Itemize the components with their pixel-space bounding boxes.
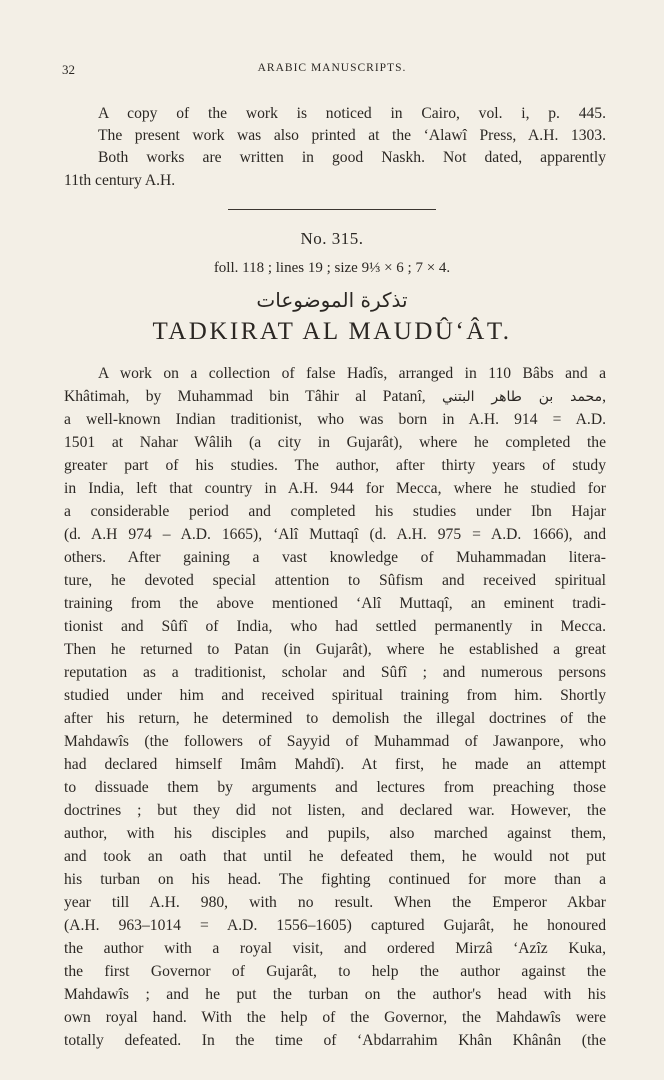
previous-entry-line: A copy of the work is noticed in Cairo, vol. i, p. 445. <box>98 105 606 122</box>
entry-number: No. 315. <box>300 229 364 248</box>
section-divider <box>228 209 436 210</box>
body-line: greater part of his studies. The author, after thirty years of study <box>64 457 606 474</box>
entry-collation: foll. 118 ; lines 19 ; size 9⅓ × 6 ; 7 × 4. <box>213 260 451 276</box>
body-line: tionist and Sûfî of India, who had settled permanently in Mecca. <box>64 618 606 635</box>
body-line: after his return, he determined to demolish the illegal doctrines of the <box>64 710 606 727</box>
body-line: a well-known Indian traditionist, who was born in A.H. 914 = A.D. <box>64 411 606 428</box>
body-line-text: Khâtimah, by Muhammad bin Tâhir al Patanî, <box>64 388 426 405</box>
entry-title: TADKIRAT AL MAUDÛ‘ÂT. <box>152 318 512 345</box>
running-head <box>62 62 602 82</box>
body-line: the first Governor of Gujarât, to help the author against the <box>64 963 606 980</box>
body-line: totally defeated. In the time of ‘Abdarrahim Khân Khânân (the <box>64 1032 606 1049</box>
running-title: ARABIC MANUSCRIPTS. <box>257 62 407 74</box>
body-line: Khâtimah, by Muhammad bin Tâhir al Patanî, محمد بن طاهر البتني, <box>64 388 607 405</box>
body-line: A work on a collection of false Hadîs, arranged in 110 Bâbs and a <box>98 365 606 382</box>
body-line: 1501 at Nahar Wâlih (a city in Gujarât), where he completed the <box>64 434 606 451</box>
body-line: year till A.H. 980, with no result. When the Emperor Akbar <box>64 894 606 911</box>
body-line: Then he returned to Patan (in Gujarât), where he established a great <box>64 641 606 658</box>
body-line: training from the above mentioned ‘Alî Muttaqî, an eminent tradi- <box>64 595 606 612</box>
body-line: a considerable period and completed his studies under Ibn Hajar <box>64 503 606 520</box>
body-line: in India, left that country in A.H. 944 for Mecca, where he studied for <box>64 480 606 497</box>
body-line: doctrines ; but they did not listen, and declared war. However, the <box>64 802 606 819</box>
body-line: and took an oath that until he defeated them, he would not put <box>64 848 606 865</box>
body-line: author, with his disciples and pupils, also marched against them, <box>64 825 606 842</box>
body-line: Mahdawîs ; and he put the turban on the author's head with his <box>64 986 606 1003</box>
body-line: ture, he devoted special attention to Sûfism and received spiritual <box>64 572 606 589</box>
body-line: (A.H. 963–1014 = A.D. 1556–1605) captured Gujarât, he honoured <box>64 917 606 934</box>
author-arabic-name: محمد بن طاهر البتني <box>442 389 603 405</box>
body-line: Mahdawîs (the followers of Sayyid of Muhammad of Jawanpore, who <box>64 733 606 750</box>
previous-entry-line: 11th century A.H. <box>64 172 176 189</box>
body-line: studied under him and received spiritual training from him. Shortly <box>64 687 606 704</box>
body-line: others. After gaining a vast knowledge of Muhammadan litera- <box>64 549 606 566</box>
body-line: had declared himself Imâm Mahdî). At first, he made an attempt <box>64 756 606 773</box>
body-line: (d. A.H 974 – A.D. 1665), ‘Alî Muttaqî (d. A.H. 975 = A.D. 1666), and <box>64 526 606 543</box>
body-line: own royal hand. With the help of the Governor, the Mahdawîs were <box>64 1009 606 1026</box>
page-number: 32 <box>62 62 75 77</box>
body-line: his turban on his head. The fighting continued for more than a <box>64 871 606 888</box>
body-line: reputation as a traditionist, scholar and Sûfî ; and numerous persons <box>64 664 606 681</box>
arabic-title: تذكرة الموضوعات <box>256 288 408 312</box>
previous-entry-line: Both works are written in good Naskh. Not dated, apparently <box>98 149 606 166</box>
body-line: the author with a royal visit, and ordered Mirzâ ‘Azîz Kuka, <box>64 940 606 957</box>
previous-entry-line: The present work was also printed at the ‘Alawî Press, A.H. 1303. <box>98 127 606 144</box>
body-line: to dissuade them by arguments and lectures from preaching those <box>64 779 606 796</box>
